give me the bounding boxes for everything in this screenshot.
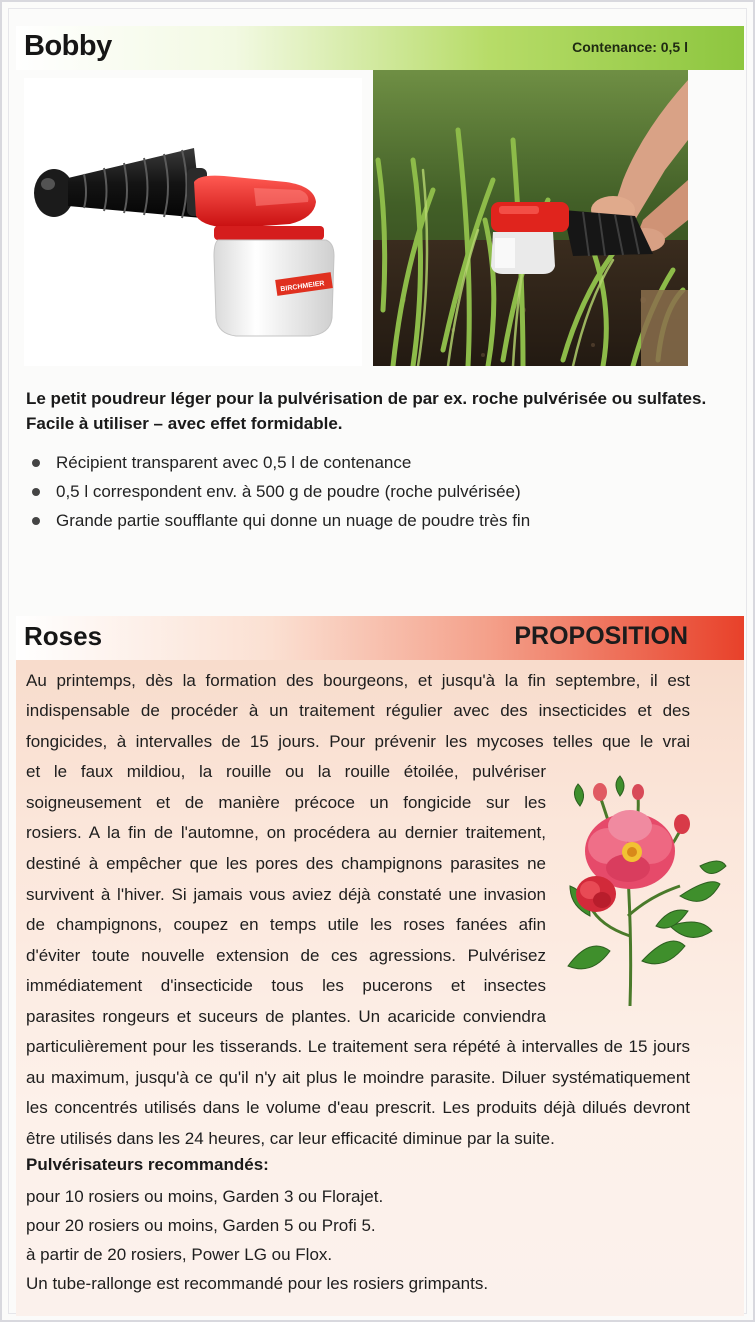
rose-illustration bbox=[560, 766, 730, 1006]
roses-text-line: destiné à empêcher que les pores des champignons parasites ne bbox=[26, 854, 546, 873]
garden-usage-photo bbox=[373, 70, 688, 366]
roses-title: Roses bbox=[24, 621, 103, 651]
roses-header-bar bbox=[16, 616, 744, 660]
roses-text-line: parasites rongeurs et suceurs de plantes. Un acaricide conviendra bbox=[26, 1007, 546, 1026]
roses-text-line: de champignons, coupez en temps utile les roses fanées afin bbox=[26, 915, 546, 934]
roses-text-line: rosiers. A la fin de l'automne, on procédera au dernier traitement, bbox=[26, 823, 546, 842]
roses-text-line: immédiatement d'insecticide tous les pucerons et insectes bbox=[26, 976, 546, 995]
roses-text-line: survivent à l'hiver. Si jamais vous aviez déjà constaté une invasion bbox=[26, 885, 546, 904]
roses-text-line: et le faux mildiou, la rouille ou la rouille étoilée, pulvériser bbox=[26, 762, 546, 781]
product-capacity: Contenance: 0,5 l bbox=[572, 39, 688, 55]
proposition-tag: PROPOSITION bbox=[514, 622, 688, 650]
roses-text-line: soigneusement et de manière précoce un fongicide sur les bbox=[26, 793, 546, 812]
product-photo bbox=[24, 78, 362, 366]
roses-text-line: Au printemps, dès la formation des bourgeons, et jusqu'à la fin septembre, il est bbox=[26, 671, 690, 690]
roses-text-line: d'éviter toute nouvelle extension de ces agressions. Pulvérisez bbox=[26, 946, 546, 965]
roses-text-line: les concentrés utilisés dans le volume d'eau prescrit. Les produits déjà dilués devront bbox=[26, 1098, 690, 1117]
roses-text-line: fongicides, à intervalles de 15 jours. Pour prévenir les mycoses telles que le vrai bbox=[26, 732, 690, 751]
recommended-sprayer-line: Un tube-rallonge est recommandé pour les rosiers grimpants. bbox=[26, 1274, 489, 1293]
recommended-sprayer-line: à partir de 20 rosiers, Power LG ou Flox. bbox=[26, 1245, 333, 1264]
roses-text-line: au maximum, jusqu'à ce qu'il n'y ait plus le moindre parasite. Diluer systématiquement bbox=[26, 1068, 690, 1087]
roses-text-line: indispensable de procéder à un traitement régulier avec des insecticides et des bbox=[26, 701, 690, 720]
jar-brand-label: BIRCHMEIER bbox=[280, 280, 325, 294]
recommended-sprayers-title: Pulvérisateurs recommandés: bbox=[26, 1155, 269, 1174]
product-title: Bobby bbox=[24, 30, 112, 62]
feature-item: Récipient transparent avec 0,5 l de contenance bbox=[26, 448, 716, 477]
product-intro: Le petit poudreur léger pour la pulvérisation de par ex. roche pulvérisée ou sulfates. Facile à utiliser – avec effet formidable. bbox=[26, 389, 707, 433]
roses-text-line: particulièrement pour les tisserands. Le traitement sera répété à intervalles de 15 jours bbox=[26, 1037, 690, 1056]
recommended-sprayer-line: pour 20 rosiers ou moins, Garden 5 ou Profi 5. bbox=[26, 1216, 376, 1235]
recommended-sprayer-line: pour 10 rosiers ou moins, Garden 3 ou Florajet. bbox=[26, 1187, 384, 1206]
feature-list bbox=[26, 448, 716, 535]
product-header-bar bbox=[16, 26, 744, 70]
feature-item: 0,5 l correspondent env. à 500 g de poudre (roche pulvérisée) bbox=[26, 477, 716, 506]
feature-item: Grande partie soufflante qui donne un nuage de poudre très fin bbox=[26, 506, 716, 535]
roses-text-line: être utilisés dans les 24 heures, car leur efficacité diminue par la suite. bbox=[26, 1129, 555, 1148]
